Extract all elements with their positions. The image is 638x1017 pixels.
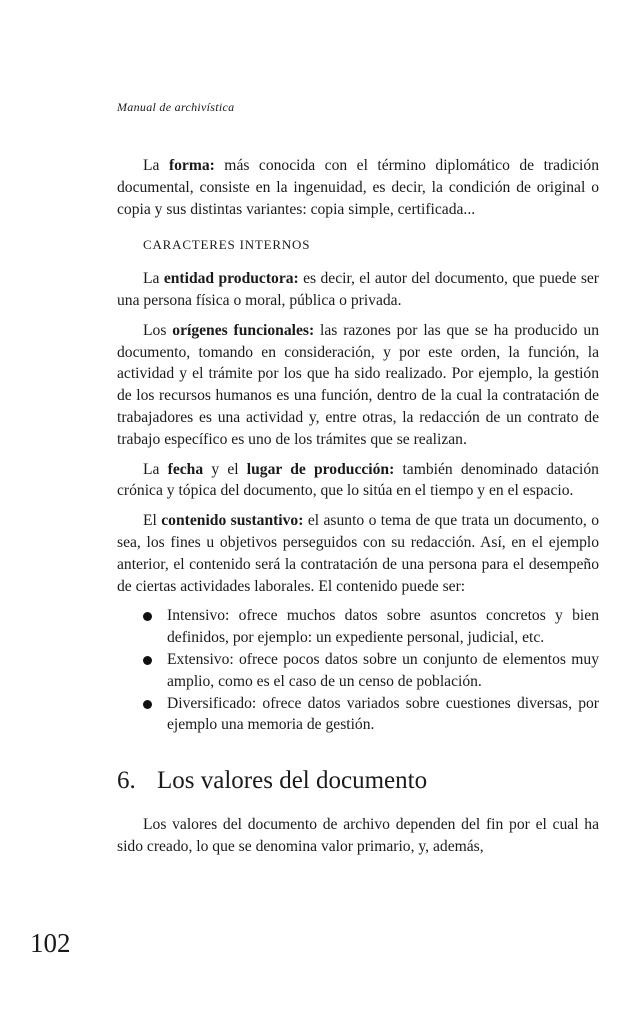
term-entidad-productora: entidad productora: bbox=[163, 270, 299, 288]
bullet-icon bbox=[143, 700, 152, 709]
list-item: Diversificado: ofrece datos variados sobre cuestiones diversas, por ejemplo una memoria de gestión. bbox=[143, 693, 599, 737]
term-contenido-sustantivo: contenido sustantivo: bbox=[161, 512, 304, 530]
paragraph-valores: Los valores del documento de archivo dependen del fin por el cual ha sido creado, lo que se denomina valor primario, y, además, bbox=[117, 816, 599, 855]
running-header: Manual de archivística bbox=[117, 100, 235, 114]
term-lugar-produccion: lugar de producción: bbox=[246, 460, 395, 478]
paragraph-forma: La forma: más conocida con el término diplomático de tradición documental, consiste en la ingenuidad, es decir, la condición de original o copia y sus distintas variantes: copia simple, certificada... bbox=[117, 157, 599, 218]
paragraph-entidad-productora: La entidad productora: es decir, el autor del documento, que puede ser una persona física o moral, pública o privada. bbox=[117, 270, 599, 309]
content-types-list bbox=[117, 605, 599, 736]
bullet-icon bbox=[143, 612, 152, 621]
bullet-icon bbox=[143, 656, 152, 665]
body-text bbox=[117, 155, 599, 866]
term-forma: forma: bbox=[168, 157, 215, 174]
term-origenes-funcionales: orígenes funcionales: bbox=[172, 321, 315, 339]
subheading-caracteres-internos: CARACTERES INTERNOS bbox=[143, 237, 311, 253]
paragraph-fecha-lugar: La fecha y el lugar de producción: también denominado datación crónica y tópica del documento, que lo sitúa en el tiempo y en el espacio. bbox=[117, 460, 599, 500]
section-number: 6. bbox=[117, 767, 136, 795]
term-fecha: fecha bbox=[167, 460, 204, 478]
section-heading bbox=[117, 766, 599, 796]
list-item: Extensivo: ofrece pocos datos sobre un conjunto de elementos muy amplio, como es el caso de un censo de población. bbox=[143, 649, 599, 693]
paragraph-origenes-funcionales: Los orígenes funcionales: las razones por las que se ha producido un documento, tomando en consideración, y por este orden, la función, la actividad y el trámite por los que ha sido realizado. Por ejemplo, la gestión de los recursos humanos es una función, dentro de la cual la contratación de trabajadores es una actividad y, entre otras, la redacción de un contrato de trabajo específico es uno de los trámites que se realizan. bbox=[117, 321, 600, 448]
list-item: Intensivo: ofrece muchos datos sobre asuntos concretos y bien definidos, por ejemplo: un expediente personal, judicial, etc. bbox=[143, 605, 599, 649]
paragraph-contenido-sustantivo: El contenido sustantivo: el asunto o tema de que trata un documento, o sea, los fines u objetivos perseguidos con su redacción. Así, en el ejemplo anterior, el contenido será la contratación de una persona para el desempeño de ciertas actividades laborales. El contenido puede ser: bbox=[117, 512, 599, 595]
page-number: 102 bbox=[30, 928, 71, 958]
section-title: Los valores del documento bbox=[157, 767, 428, 795]
